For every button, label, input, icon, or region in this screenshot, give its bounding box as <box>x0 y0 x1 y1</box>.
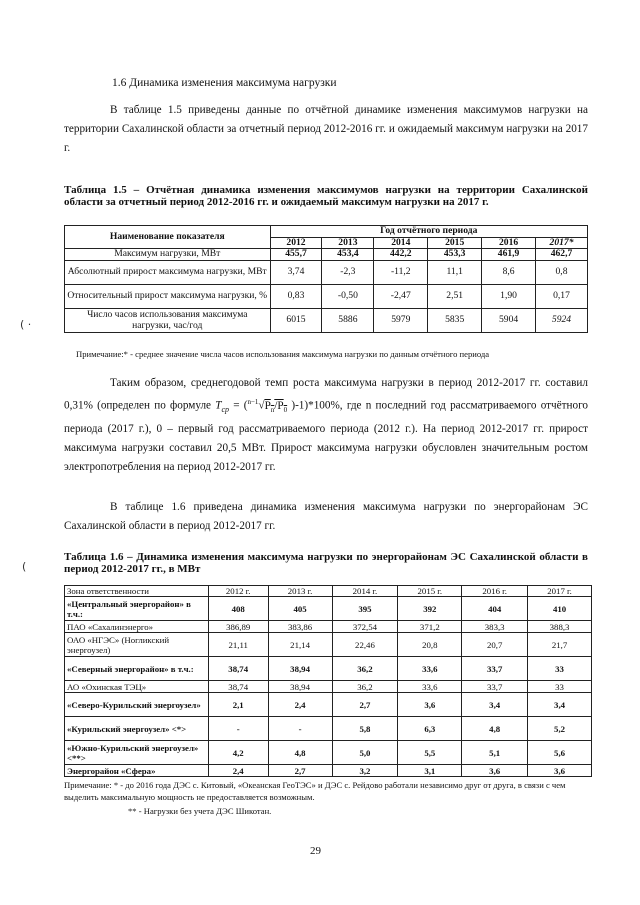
t15-cell: 11,1 <box>428 261 482 285</box>
t16-header: 2012 г. <box>208 586 268 597</box>
t16-cell: 33,6 <box>398 657 462 681</box>
t16-cell: 3,6 <box>528 765 592 777</box>
paragraph-2 <box>64 374 588 477</box>
formula-root <box>265 400 288 412</box>
t16-header: Зона ответственности <box>65 586 209 597</box>
t16-cell: 3,4 <box>528 693 592 717</box>
t16-cell: 5,2 <box>528 717 592 741</box>
t16-cell: 2,7 <box>332 693 398 717</box>
table-row <box>65 693 592 717</box>
t16-cell: 5,0 <box>332 741 398 765</box>
table-row <box>65 717 592 741</box>
t15-row-label: Максимум нагрузки, МВт <box>65 249 271 261</box>
t16-row-label: «Северный энергорайон» в т.ч.: <box>65 657 209 681</box>
t16-cell: 395 <box>332 597 398 621</box>
table16-note-2: ** - Нагрузки без учета ДЭС Шикотан. <box>128 806 272 816</box>
t16-row-label: «Северо-Курильский энергоузел» <box>65 693 209 717</box>
table-row <box>65 261 588 285</box>
table15-caption: Таблица 1.5 – Отчётная динамика изменения максимумов нагрузки на территории Сахалинской области за отчетный период 2012-2016 гг. и ожидаемый максимум нагрузки на 2017 г. <box>64 184 588 208</box>
t16-cell: 38,74 <box>208 681 268 693</box>
t15-cell: 453,3 <box>428 249 482 261</box>
t16-row-label: «Курильский энергоузел» <*> <box>65 717 209 741</box>
t16-cell: 6,3 <box>398 717 462 741</box>
t16-cell: 3,6 <box>462 765 528 777</box>
t16-row-label: «Центральный энергорайон» в т.ч.: <box>65 597 209 621</box>
t16-cell: 21,7 <box>528 633 592 657</box>
margin-mark: ( · <box>20 318 32 331</box>
t16-row-label: ПАО «Сахалинэнерго» <box>65 621 209 633</box>
formula-t: T <box>215 399 222 412</box>
table-row <box>65 765 592 777</box>
t15-year: 2012 <box>270 237 322 249</box>
t16-cell: 2,4 <box>268 693 332 717</box>
formula-root-slash: /P <box>274 399 284 412</box>
formula-root-index: n−1 <box>247 398 259 406</box>
t16-cell: 388,3 <box>528 621 592 633</box>
t16-cell: 410 <box>528 597 592 621</box>
t16-cell: 38,94 <box>268 657 332 681</box>
t16-row-label: ОАО «НГЭС» (Ногликский энергоузел) <box>65 633 209 657</box>
t15-year: 2017* <box>536 237 588 249</box>
t16-cell: 5,5 <box>398 741 462 765</box>
t16-row-label: Энергорайон «Сфера» <box>65 765 209 777</box>
t16-cell: 2,7 <box>268 765 332 777</box>
paragraph-3: В таблице 1.6 приведена динамика изменения максимума нагрузки по энергорайонам ЭС Сахалинской области в период 2012-2017 гг. <box>64 501 588 532</box>
t16-cell: 36,2 <box>332 657 398 681</box>
t15-cell: 0,83 <box>270 285 322 309</box>
t16-cell: 33 <box>528 657 592 681</box>
page-number: 29 <box>310 845 321 857</box>
t15-cell: 442,2 <box>374 249 428 261</box>
t15-cell: 462,7 <box>536 249 588 261</box>
t15-year: 2013 <box>322 237 374 249</box>
t15-cell: 6015 <box>270 309 322 333</box>
t16-cell: 383,86 <box>268 621 332 633</box>
t16-cell: 33,7 <box>462 681 528 693</box>
t15-cell: -0,50 <box>322 285 374 309</box>
t16-cell: 36,2 <box>332 681 398 693</box>
t15-cell: -2,47 <box>374 285 428 309</box>
t16-cell: - <box>208 717 268 741</box>
t16-cell: 386,89 <box>208 621 268 633</box>
table-row <box>65 309 588 333</box>
t16-cell: 38,74 <box>208 657 268 681</box>
t16-cell: 20,8 <box>398 633 462 657</box>
t16-cell: 5,8 <box>332 717 398 741</box>
table15-note: Примечание:* - среднее значение числа часов использования максимума нагрузки по данным отчётного периода <box>76 349 490 359</box>
t16-cell: 3,4 <box>462 693 528 717</box>
t16-cell: 3,1 <box>398 765 462 777</box>
t16-cell: 20,7 <box>462 633 528 657</box>
table-row <box>65 621 592 633</box>
t16-cell: 22,46 <box>332 633 398 657</box>
t15-row-label: Абсолютный прирост максимума нагрузки, МВт <box>65 261 271 285</box>
t16-cell: 408 <box>208 597 268 621</box>
t15-cell: 453,4 <box>322 249 374 261</box>
t15-cell: 5904 <box>482 309 536 333</box>
t15-cell: 2,51 <box>428 285 482 309</box>
t16-header: 2015 г. <box>398 586 462 597</box>
t16-cell: 2,1 <box>208 693 268 717</box>
p2-part1: Таким образом, среднегодовой темп роста максимума нагрузки в период 2012-2017 гг. составил 0,31% (определен по формуле <box>64 377 588 412</box>
t15-cell: 5886 <box>322 309 374 333</box>
formula-root-sub2: 0 <box>283 405 288 414</box>
table-header-row <box>65 586 592 597</box>
t16-header: 2013 г. <box>268 586 332 597</box>
t15-cell: 461,9 <box>482 249 536 261</box>
t15-header-name: Наименование показателя <box>65 226 271 249</box>
formula-root-body: P <box>264 399 271 412</box>
t15-year: 2014 <box>374 237 428 249</box>
table-row <box>65 741 592 765</box>
t15-cell: 1,90 <box>482 285 536 309</box>
t16-cell: 2,4 <box>208 765 268 777</box>
p2-part2: где n последний год рассматриваемого отчётного периода (2017 г.), 0 – первый год рассматриваемого периода (2012 г.). На период 2012-2017 гг. прирост максимума нагрузки составил 20,5 МВт. Прирост максимума нагрузки обусловлен значительным ростом электропотребления на период 2012-2017 гг. <box>64 399 588 473</box>
t16-header: 2016 г. <box>462 586 528 597</box>
t16-row-label: АО «Охинская ТЭЦ» <box>65 681 209 693</box>
t16-cell: 392 <box>398 597 462 621</box>
t16-cell: 5,6 <box>528 741 592 765</box>
t15-cell: 8,6 <box>482 261 536 285</box>
margin-mark: ( <box>22 560 27 573</box>
t15-year: 2016 <box>482 237 536 249</box>
t15-header-period: Год отчётного периода <box>270 226 587 238</box>
table-row <box>65 285 588 309</box>
t15-row-label: Число часов использования максимума нагрузки, час/год <box>65 309 271 333</box>
t15-cell: -2,3 <box>322 261 374 285</box>
table-1-6 <box>64 585 592 777</box>
t16-header: 2014 г. <box>332 586 398 597</box>
t15-cell: -11,2 <box>374 261 428 285</box>
t16-row-label: «Южно-Курильский энергоузел» <**> <box>65 741 209 765</box>
table16-caption: Таблица 1.6 – Динамика изменения максимума нагрузки по энергорайонам ЭС Сахалинской области в период 2012-2017 гг., в МВт <box>64 551 588 575</box>
t15-cell: 3,74 <box>270 261 322 285</box>
t15-cell: 0,17 <box>536 285 588 309</box>
t16-cell: 33 <box>528 681 592 693</box>
t16-cell: 371,2 <box>398 621 462 633</box>
t16-cell: - <box>268 717 332 741</box>
t16-cell: 21,11 <box>208 633 268 657</box>
t16-cell: 33,7 <box>462 657 528 681</box>
formula-mid: = ( <box>229 399 248 412</box>
root-icon: √ <box>258 399 265 412</box>
t16-cell: 383,3 <box>462 621 528 633</box>
t16-cell: 404 <box>462 597 528 621</box>
t15-cell: 5835 <box>428 309 482 333</box>
t16-cell: 4,8 <box>268 741 332 765</box>
section-title: 1.6 Динамика изменения максимума нагрузки <box>112 77 337 89</box>
table-row <box>65 657 592 681</box>
t16-header: 2017 г. <box>528 586 592 597</box>
t16-cell: 4,2 <box>208 741 268 765</box>
t16-cell: 372,54 <box>332 621 398 633</box>
t16-cell: 33,6 <box>398 681 462 693</box>
t16-cell: 405 <box>268 597 332 621</box>
t16-cell: 3,6 <box>398 693 462 717</box>
table-1-5 <box>64 225 588 333</box>
intro-paragraph: В таблице 1.5 приведены данные по отчётной динамике изменения максимумов нагрузки на территории Сахалинской области за отчетный период 2012-2016 гг. и ожидаемый максимум нагрузки на 2017 г. <box>64 104 588 154</box>
table-row <box>65 681 592 693</box>
formula-t-sub: ср <box>221 404 230 414</box>
t16-cell: 21,14 <box>268 633 332 657</box>
table-row <box>65 249 588 261</box>
t16-cell: 4,8 <box>462 717 528 741</box>
t15-year: 2015 <box>428 237 482 249</box>
t15-cell: 455,7 <box>270 249 322 261</box>
t16-cell: 5,1 <box>462 741 528 765</box>
table16-note-1: Примечание: * - до 2016 года ДЭС с. Китовый, «Океанская ГеоТЭС» и ДЭС с. Рейдово работали независимо друг от друга, в связи с чем выделить максимальную мощность не предоставляется возможным. <box>64 780 566 802</box>
t16-cell: 3,2 <box>332 765 398 777</box>
t15-cell: 5924 <box>536 309 588 333</box>
formula-root-sub1: n <box>270 405 275 414</box>
t16-cell: 38,94 <box>268 681 332 693</box>
t15-row-label: Относительный прирост максимума нагрузки, % <box>65 285 271 309</box>
t15-cell: 0,8 <box>536 261 588 285</box>
table-row <box>65 597 592 621</box>
table-row <box>65 633 592 657</box>
formula-end: )-1)*100%, <box>287 399 343 412</box>
t15-cell: 5979 <box>374 309 428 333</box>
